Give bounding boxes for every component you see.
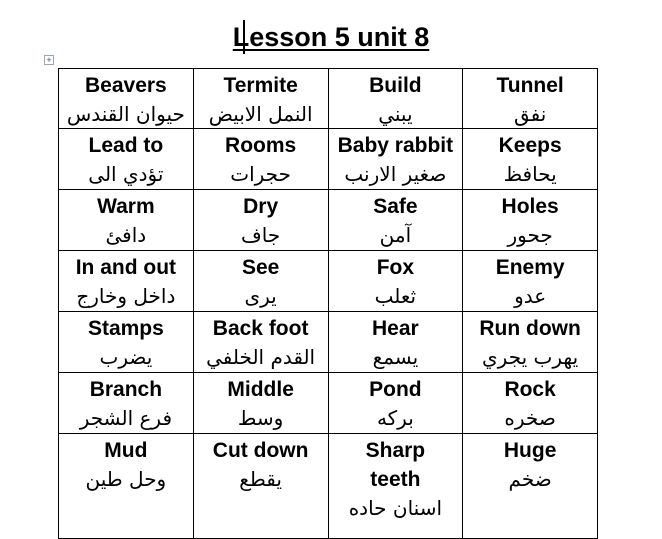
vocab-cell[interactable] <box>463 251 598 312</box>
english-word: Stamps <box>87 317 164 340</box>
vocab-cell[interactable] <box>463 129 598 190</box>
english-word: Dry <box>243 195 279 218</box>
english-word: Keeps <box>498 134 562 157</box>
table-row <box>59 129 598 190</box>
english-word: Branch <box>89 378 163 401</box>
vocab-cell[interactable] <box>59 251 194 312</box>
arabic-translation: صغير الارنب <box>344 162 447 186</box>
arabic-translation: داخل وخارج <box>76 284 176 308</box>
english-word: Run down <box>479 317 581 340</box>
vocab-cell[interactable] <box>463 434 598 539</box>
english-word: Termite <box>223 74 298 97</box>
vocab-cell[interactable] <box>193 312 328 373</box>
arabic-translation: اسنان حاده <box>348 496 443 520</box>
table-row <box>59 434 598 539</box>
arabic-translation: وحل طين <box>85 467 167 491</box>
vocab-cell[interactable] <box>193 129 328 190</box>
arabic-translation: نفق <box>513 102 547 126</box>
arabic-translation: يبني <box>378 102 413 126</box>
vocab-cell[interactable] <box>193 373 328 434</box>
arabic-translation: وسط <box>237 406 284 430</box>
table-row <box>59 69 598 129</box>
english-word: Safe <box>373 195 418 218</box>
table-row <box>59 312 598 373</box>
english-word: Warm <box>97 195 155 218</box>
english-word: Tunnel <box>496 74 564 97</box>
english-word: Build <box>369 74 422 97</box>
vocab-cell[interactable] <box>328 129 463 190</box>
vocab-cell[interactable] <box>463 373 598 434</box>
table-row <box>59 373 598 434</box>
english-word: Sharp teeth <box>365 439 426 491</box>
english-word: Rooms <box>225 134 297 157</box>
english-word: Hear <box>372 317 419 340</box>
english-word: Baby rabbit <box>337 134 454 157</box>
english-word: Middle <box>227 378 294 401</box>
arabic-translation: تؤدي الى <box>88 162 164 186</box>
vocab-cell[interactable] <box>328 373 463 434</box>
vocab-cell[interactable] <box>193 69 328 129</box>
arabic-translation: فرع الشجر <box>79 406 173 430</box>
vocab-cell[interactable] <box>328 434 463 539</box>
vocab-cell[interactable] <box>328 69 463 129</box>
english-word: Back foot <box>212 317 309 340</box>
arabic-translation: دافئ <box>105 223 147 247</box>
arabic-translation: يحافظ <box>503 162 557 186</box>
english-word: See <box>241 256 280 279</box>
vocab-cell[interactable] <box>59 373 194 434</box>
english-word: Cut down <box>212 439 309 462</box>
vocab-cell[interactable] <box>328 312 463 373</box>
arabic-translation: يرى <box>244 284 277 308</box>
table-move-handle-icon[interactable]: + <box>44 55 54 65</box>
vocab-cell[interactable] <box>193 190 328 251</box>
english-word: Huge <box>503 439 557 462</box>
vocab-cell[interactable] <box>463 190 598 251</box>
english-word: Holes <box>501 195 559 218</box>
arabic-translation: يهرب يجري <box>482 345 579 369</box>
page-title: Lesson 5 unit 8 <box>232 22 430 52</box>
vocab-cell[interactable] <box>328 190 463 251</box>
vocab-cell[interactable] <box>193 251 328 312</box>
arabic-translation: النمل الابيض <box>208 102 313 126</box>
vocab-cell[interactable] <box>193 434 328 539</box>
arabic-translation: عدو <box>514 284 547 308</box>
arabic-translation: ثعلب <box>374 284 417 308</box>
english-word: Enemy <box>495 256 565 279</box>
english-word: Lead to <box>88 134 164 157</box>
vocab-cell[interactable] <box>328 251 463 312</box>
vocab-cell[interactable] <box>59 434 194 539</box>
vocab-cell[interactable] <box>463 69 598 129</box>
vocabulary-table <box>58 68 598 539</box>
table-row <box>59 251 598 312</box>
arabic-translation: يسمع <box>372 345 419 369</box>
english-word: Beavers <box>85 74 167 97</box>
vocab-cell[interactable] <box>59 129 194 190</box>
arabic-translation: حيوان القندس <box>66 102 185 126</box>
arabic-translation: جاف <box>241 223 281 247</box>
english-word: Fox <box>376 256 415 279</box>
english-word: In and out <box>75 256 177 279</box>
arabic-translation: يضرب <box>99 345 153 369</box>
arabic-translation: القدم الخلفي <box>206 345 316 369</box>
arabic-translation: حجرات <box>230 162 291 186</box>
vocab-cell[interactable] <box>59 69 194 129</box>
arabic-translation: آمن <box>379 223 412 247</box>
arabic-translation: جحور <box>507 223 553 247</box>
english-word: Pond <box>369 378 422 401</box>
english-word: Rock <box>504 378 556 401</box>
vocab-cell[interactable] <box>59 312 194 373</box>
vocab-cell[interactable] <box>463 312 598 373</box>
arabic-translation: بركه <box>376 406 414 430</box>
arabic-translation: صخره <box>504 406 556 430</box>
english-word: Mud <box>104 439 148 462</box>
arabic-translation: ضخم <box>508 467 552 491</box>
arabic-translation: يقطع <box>239 467 282 491</box>
vocab-cell[interactable] <box>59 190 194 251</box>
table-row <box>59 190 598 251</box>
